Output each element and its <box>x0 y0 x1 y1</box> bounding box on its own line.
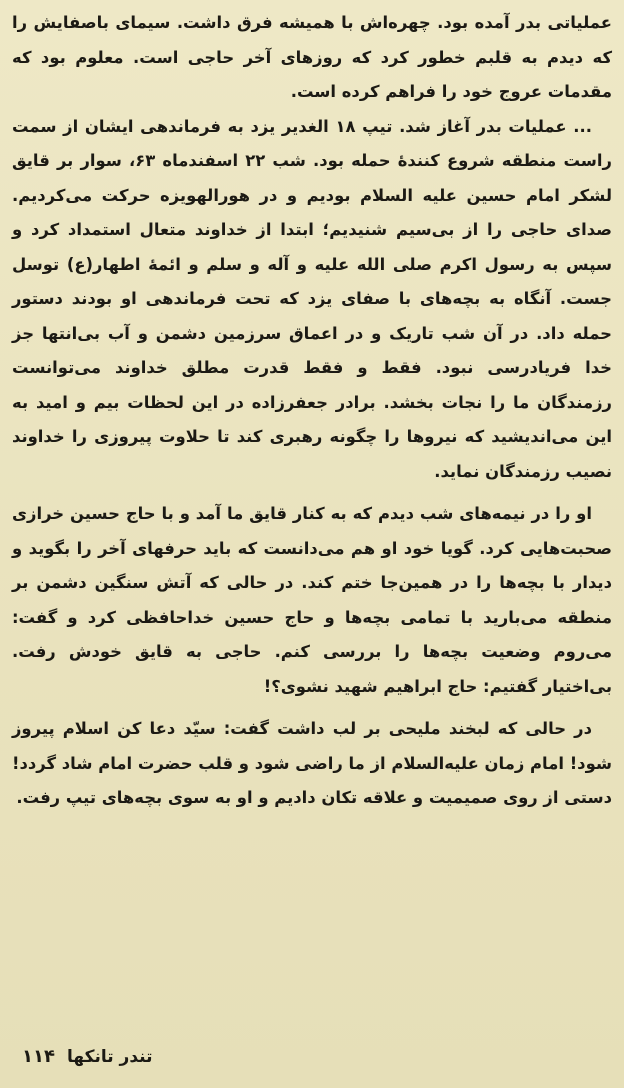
paragraph-2: ... عملیات بدر آغاز شد. تیپ ۱۸ الغدیر یزد به فرماندهی ایشان از سمت راست منطقه شروع کنندهٔ حمله بود. شب ۲۲ اسفندماه ۶۳، سوار بر قایق لشکر امام حسین علیه السلام بودیم و در هورالهویزه حرکت می‌کردیم. صدای حاجی را از بی‌سیم شنیدیم؛ ابتدا از خداوند متعال استمداد کرد و سپس به رسول اکرم صلی الله علیه و آله و سلم و ائمهٔ اطهار(ع) توسل جست. آنگاه به بچه‌های با صفای یزد که تحت فرماندهی او بودند دستور حمله داد. در آن شب تاریک و در اعماق سرزمین دشمن و آب بی‌انتها جز خدا فریادرسی نبود. فقط و فقط قدرت مطلق خداوند می‌توانست رزمندگان ما را نجات بخشد. برادر جعفرزاده در این لحظات بیم و امید به این می‌اندیشید که نیروها را چگونه رهبری کند تا حلاوت پیروزی را خداوند نصیب رزمندگان نماید. <box>12 116 612 481</box>
page-text <box>12 6 612 816</box>
paragraph-1: عملیاتی بدر آمده بود. چهره‌اش با همیشه فرق داشت. سیمای باصفایش را که دیدم به قلبم خطور کرد که روزهای آخر حاجی است. معلوم بود که مقدمات عروج خود را فراهم کرده است. <box>12 13 612 101</box>
book-title: تندر تانکها <box>66 1047 153 1067</box>
page-footer <box>22 1046 152 1067</box>
paragraph-4: در حالی که لبخند ملیحی بر لب داشت گفت: سیّد دعا کن اسلام پیروز شود! امام زمان علیه‌السلام از ما راضی شود و قلب حضرت امام شاد گردد! دستی از روی صمیمیت و علاقه تکان دادیم و او به سوی بچه‌های تیپ رفت. <box>12 719 612 807</box>
paragraph-3: او را در نیمه‌های شب دیدم که به کنار قایق ما آمد و با حاج حسین خرازی صحبت‌هایی کرد. گویا خود او هم می‌دانست که باید حرفهای آخر را بگوید و دیدار با بچه‌ها را در همین‌جا ختم کند. در حالی که آتش سنگین دشمن بر منطقه می‌بارید با تمامی بچه‌ها و حاج حسین خداحافظی کرد و گفت: می‌روم وضعیت بچه‌ها را بررسی کنم. حاجی به قایق خودش رفت. بی‌اختیار گفتیم: حاج ابراهیم شهید نشوی؟! <box>12 504 612 696</box>
page-number: ۱۱۴ <box>22 1046 55 1067</box>
